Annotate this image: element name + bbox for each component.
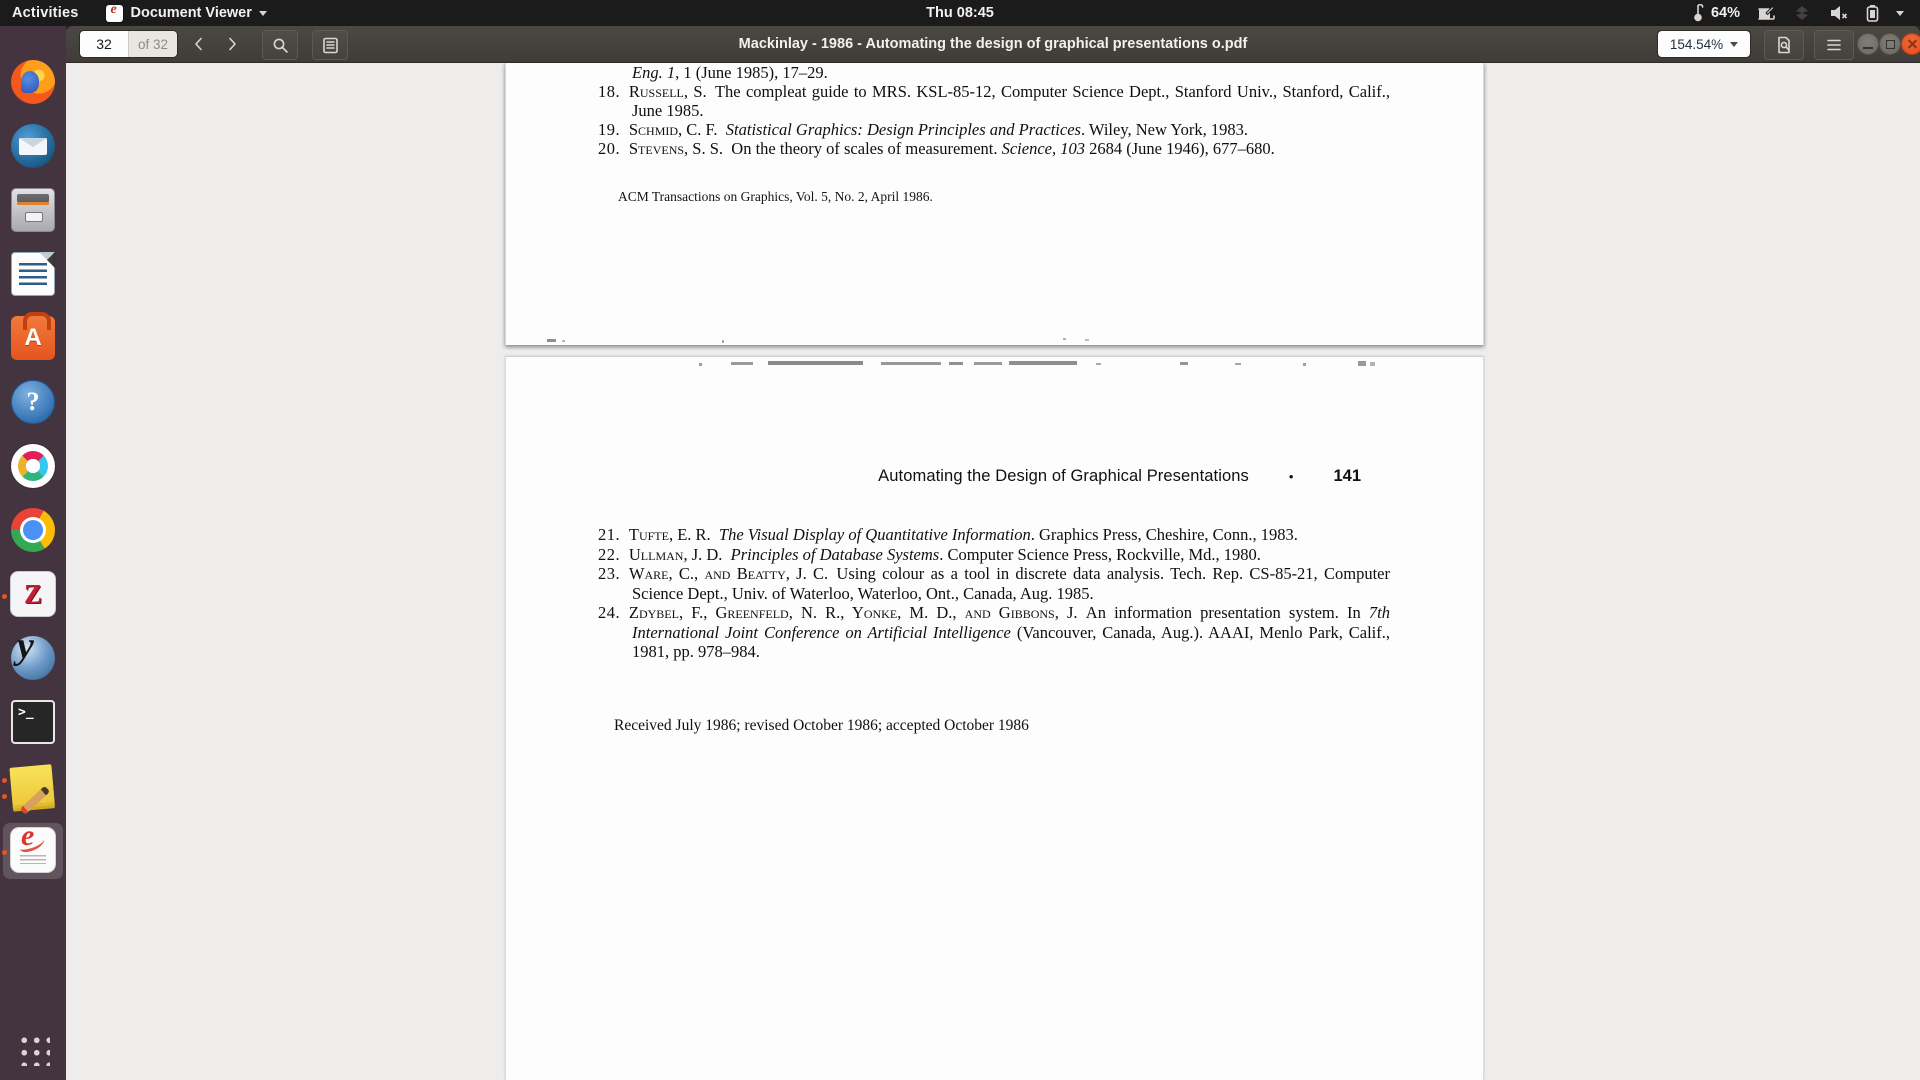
scan-artifact [1303,363,1306,366]
evince-app-icon [106,5,123,22]
page-total-label: of 32 [128,31,177,57]
dock-item-thunderbird[interactable] [11,124,55,172]
scan-artifact [562,340,565,342]
previous-page-button[interactable] [183,30,215,58]
activities-button[interactable]: Activities [12,5,79,21]
app-menu[interactable] [106,5,266,22]
running-indicator-dot [2,594,7,599]
thunderbird-icon [11,124,55,168]
scan-artifact [731,362,753,365]
scan-artifact [974,362,1002,365]
system-tray[interactable] [1691,0,1904,26]
next-page-button[interactable] [216,30,248,58]
chrome-icon [11,508,55,552]
reference-item: 22. Ullman, J. D. Principles of Database Systems. Computer Science Press, Rockville, Md., 1980. [598,544,1261,564]
battery-icon [1866,4,1879,22]
zoom-level-value: 154.54% [1669,36,1724,52]
received-line: Received July 1986; revised October 1986; accepted October 1986 [614,717,1029,734]
help-icon [11,380,55,424]
evince-headerbar [66,26,1920,63]
files-icon [11,188,55,232]
maximize-button[interactable] [1880,34,1900,54]
zotero-icon [11,572,55,616]
pdf-page-32[interactable] [505,357,1484,1080]
reference-item: Eng. 1, 1 (June 1985), 17–29. [632,63,828,82]
evince-icon [11,828,55,872]
inactive-extension-icon [1792,5,1812,21]
running-indicator-dot [2,794,7,799]
scan-artifact [881,362,941,365]
dock-item-chrome[interactable] [11,508,55,556]
thermometer-icon [1691,4,1705,22]
scan-artifact [768,361,863,365]
scan-artifact [722,340,724,343]
dock-item-files[interactable] [11,188,55,236]
note-edit-icon [1757,4,1775,22]
close-button[interactable] [1902,34,1920,54]
running-header [878,467,1361,486]
side-pane-button[interactable] [312,30,348,60]
pdf-page-31[interactable] [505,62,1484,345]
terminal-icon [11,700,55,744]
writer-icon [11,252,55,296]
references-list [598,525,1390,662]
running-header-bullet: • [1288,469,1294,484]
volume-muted-icon [1829,5,1849,21]
dock-item-slack[interactable] [11,444,55,492]
side-pane-icon [322,37,339,54]
dock-item-notes[interactable] [11,764,55,812]
reference-item: 20. Stevens, S. S. On the theory of scales of measurement. Science, 103 2684 (June 1946), 677–680. [598,139,1275,158]
minimize-icon [1863,47,1873,49]
clock[interactable]: Thu 08:45 [926,5,994,21]
minimize-button[interactable] [1858,34,1878,54]
zoom-level-dropdown[interactable] [1658,31,1750,57]
dock-item-lyx[interactable] [11,636,55,684]
scan-artifact [1085,339,1089,341]
reference-item: 18. Russell, S. The compleat guide to MRS. KSL-85-12, Computer Science Dept., Stanford Univ., Stanford, Calif., June 1985. [598,82,1391,120]
menu-button[interactable] [1814,30,1854,60]
battery-percentage: 64% [1710,5,1740,21]
scan-artifact [1063,338,1066,340]
dock-item-terminal[interactable] [11,700,55,748]
dock-item-zotero[interactable] [11,572,55,620]
dock-item-writer[interactable] [11,252,55,300]
journal-footer: ACM Transactions on Graphics, Vol. 5, No. 2, April 1986. [618,189,933,204]
reference-item: 21. Tufte, E. R. The Visual Display of Quantitative Information. Graphics Press, Cheshire, Conn., 1983. [598,525,1298,544]
running-indicator-dot [2,850,7,855]
scan-artifact [1096,363,1101,365]
firefox-icon [11,60,55,104]
document-title: Mackinlay - 1986 - Automating the design of graphical presentations o.pdf [738,36,1248,52]
search-icon [272,37,289,54]
scan-artifact [1235,363,1241,365]
running-indicator-dot [2,778,7,783]
page-number-input[interactable] [80,31,128,57]
hamburger-menu-icon [1826,38,1842,52]
reference-item: 23. Ware, C., and Beatty, J. C. Using colour as a tool in discrete data analysis. Tech. Rep. CS-85-21, Computer Science Dept., Univ. of Waterloo, Waterloo, Ont., Canada, Aug. 1985. [598,564,1390,603]
dock-item-help[interactable] [11,380,55,428]
dock-item-firefox[interactable] [11,60,55,108]
page-number-entry [80,31,177,57]
scan-artifact [1009,361,1077,365]
notes-icon [9,764,54,806]
scan-artifact [1180,362,1188,365]
app-menu-label: Document Viewer [130,5,252,21]
show-applications-button[interactable] [16,1032,50,1066]
reference-item: 24. Zdybel, F., Greenfeld, N. R., Yonke, M. D., and Gibbons, J. An information presentation system. In 7th International Joint Conference on Artificial Intelligence (Vancouver, Canada, Aug.). AAAI, Menlo Park, Calif., 1981, pp. 978–984. [598,603,1390,661]
running-header-page-number: 141 [1333,467,1361,485]
chevron-down-icon [1730,42,1738,47]
scan-artifact [699,363,702,366]
chevron-right-icon [224,36,240,52]
dock-item-evince[interactable] [11,828,55,876]
page-magnifier-button[interactable] [1764,30,1804,60]
chevron-down-icon [259,11,267,16]
search-button[interactable] [262,30,298,60]
lyx-icon [11,636,55,680]
dock [0,26,66,1080]
scan-artifact [949,362,963,365]
maximize-icon [1886,40,1895,49]
page-magnifier-icon [1775,36,1793,54]
system-menu-chevron-icon [1896,11,1904,16]
scan-artifact [547,339,556,342]
chevron-left-icon [191,36,207,52]
references-list [598,63,1390,158]
software-icon [11,316,55,360]
top-bar [0,0,1920,26]
running-header-title: Automating the Design of Graphical Presentations [878,467,1249,485]
reference-item: 19. Schmid, C. F. Statistical Graphics: Design Principles and Practices. Wiley, New York, 1983. [598,120,1249,139]
scan-artifact [1358,361,1366,366]
slack-icon [11,444,55,488]
dock-item-software[interactable] [11,316,55,364]
scan-artifact [1370,362,1375,366]
